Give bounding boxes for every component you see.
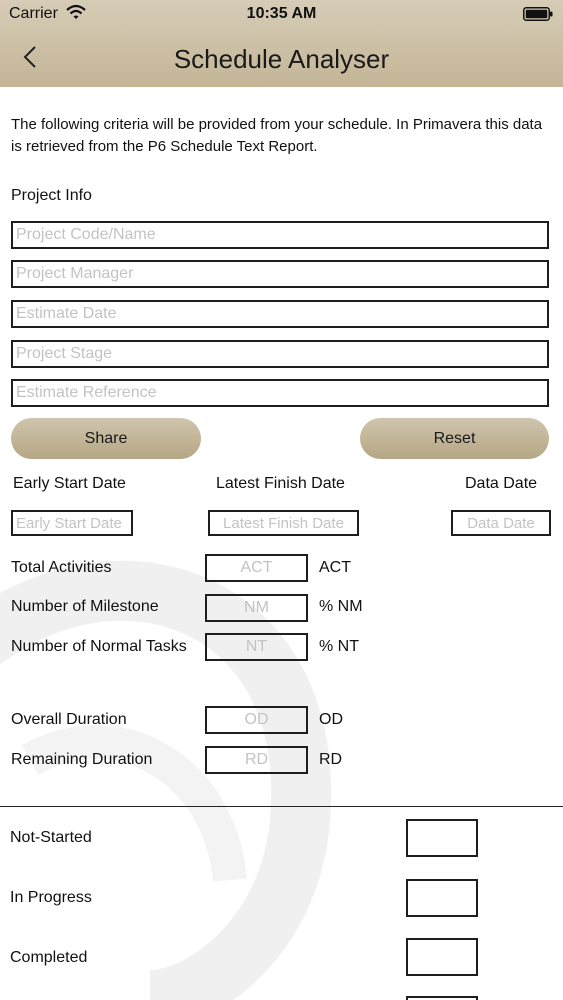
estimate-date-input[interactable] bbox=[11, 300, 549, 328]
early-start-input[interactable] bbox=[11, 510, 133, 536]
rd-input[interactable] bbox=[205, 746, 308, 774]
latest-finish-input[interactable] bbox=[208, 510, 359, 536]
project-manager-input[interactable] bbox=[11, 260, 549, 288]
nt-input[interactable] bbox=[205, 633, 308, 661]
latest-finish-label: Latest Finish Date bbox=[216, 475, 345, 492]
od-unit: OD bbox=[319, 711, 343, 728]
navigation-header bbox=[0, 0, 563, 87]
reset-button[interactable]: Reset bbox=[360, 418, 549, 459]
nt-unit: % NT bbox=[319, 638, 359, 655]
completed-value bbox=[406, 938, 478, 976]
overall-duration-label: Overall Duration bbox=[11, 711, 127, 728]
in-progress-value bbox=[406, 879, 478, 917]
act-unit: ACT bbox=[319, 559, 351, 576]
act-input[interactable] bbox=[205, 554, 308, 582]
early-start-label: Early Start Date bbox=[13, 475, 126, 492]
carrier-label: Carrier bbox=[9, 5, 58, 22]
page-title: Schedule Analyser bbox=[173, 44, 390, 74]
watermark-logo bbox=[0, 560, 380, 1000]
milestone-label: Number of Milestone bbox=[11, 598, 159, 615]
estimate-reference-input[interactable] bbox=[11, 379, 549, 407]
status-bar bbox=[0, 0, 563, 30]
od-input[interactable] bbox=[205, 706, 308, 734]
nm-unit: % NM bbox=[319, 598, 363, 615]
battery-icon bbox=[523, 7, 553, 21]
project-info-heading: Project Info bbox=[11, 187, 92, 204]
share-button[interactable]: Share bbox=[11, 418, 201, 459]
normal-tasks-label: Number of Normal Tasks bbox=[11, 638, 187, 655]
section-divider bbox=[0, 806, 563, 807]
intro-text: The following criteria will be provided from your schedule. In Primavera this data is retrieved from the P6 Schedule Text Report. bbox=[11, 116, 543, 155]
nm-input[interactable] bbox=[205, 594, 308, 622]
rd-unit: RD bbox=[319, 751, 343, 768]
data-date-label: Data Date bbox=[465, 475, 538, 492]
project-stage-input[interactable] bbox=[11, 340, 549, 368]
not-started-value bbox=[406, 819, 478, 857]
next-status-box bbox=[406, 996, 478, 1000]
in-progress-label: In Progress bbox=[10, 889, 92, 906]
remaining-duration-label: Remaining Duration bbox=[11, 751, 153, 768]
project-code-input[interactable] bbox=[11, 221, 549, 249]
completed-label: Completed bbox=[10, 949, 88, 966]
total-activities-label: Total Activities bbox=[11, 559, 112, 576]
clock-time: 10:35 AM bbox=[246, 5, 317, 22]
not-started-label: Not-Started bbox=[10, 829, 92, 846]
data-date-input[interactable] bbox=[451, 510, 551, 536]
